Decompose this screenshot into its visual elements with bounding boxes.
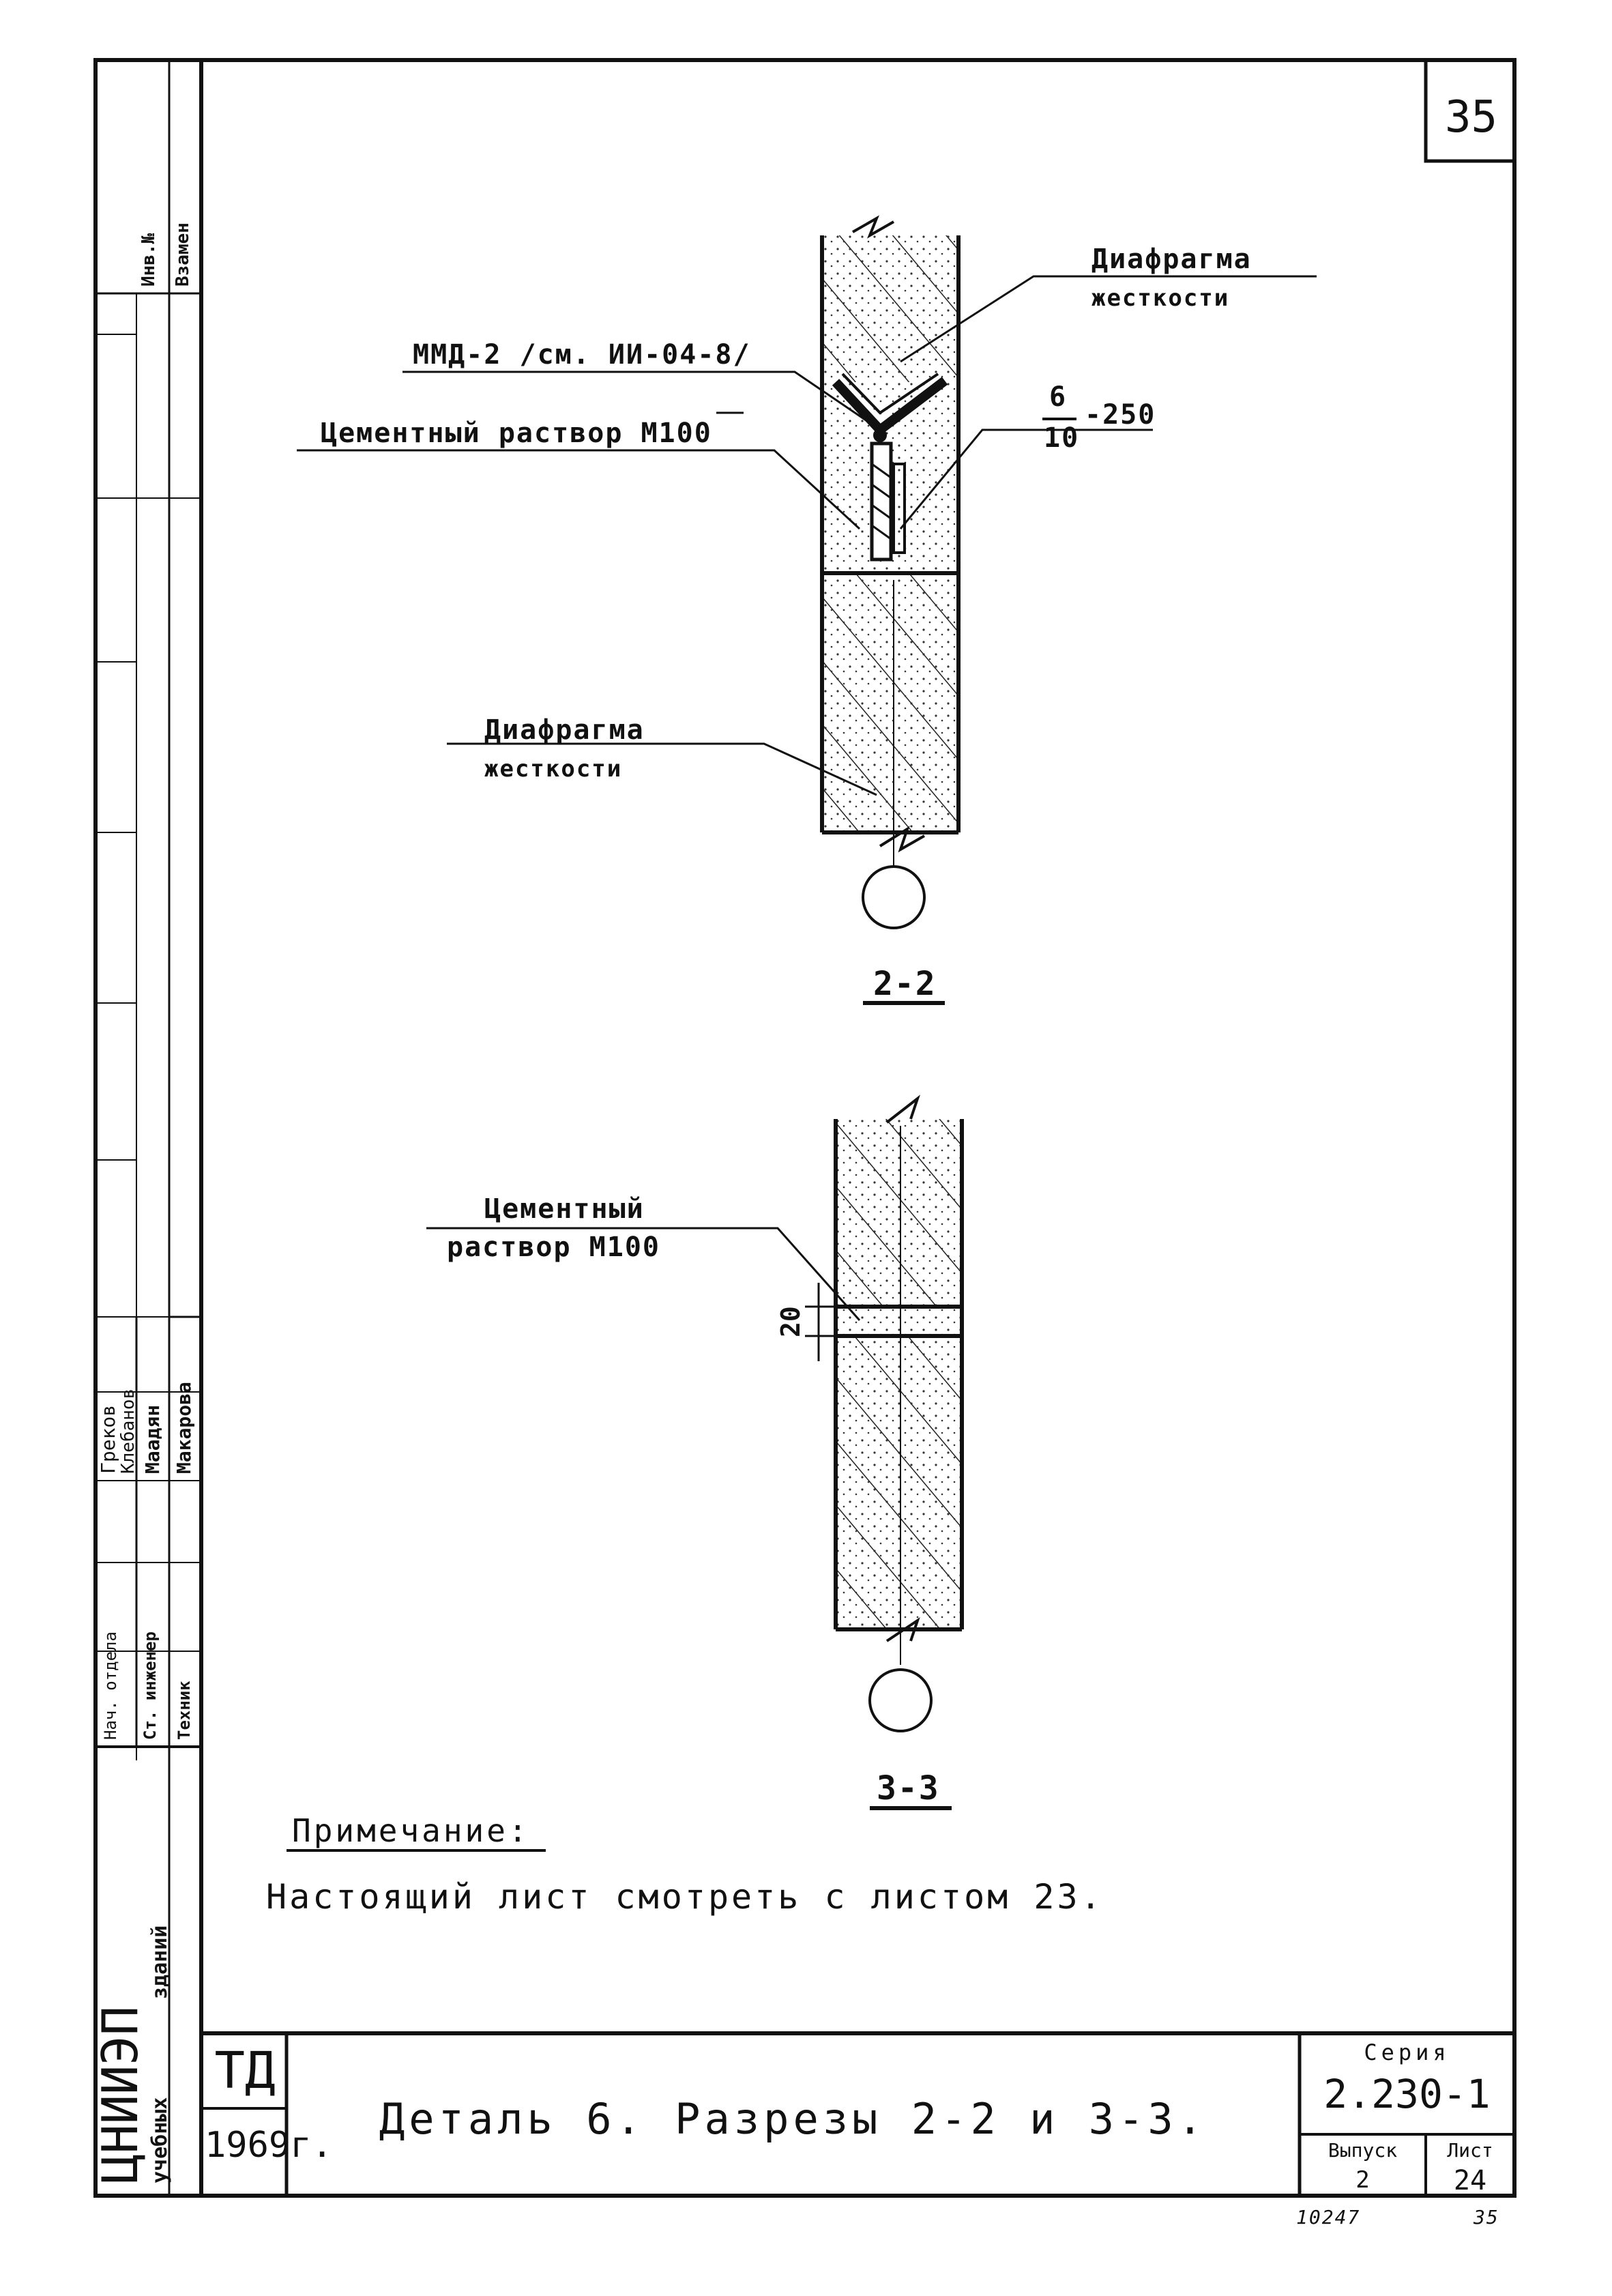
stamp-name-3: Маадян: [141, 1404, 164, 1474]
rebar-plate: [872, 444, 891, 560]
stamp-role-1: Нач. отдела: [101, 1631, 120, 1740]
callout-diaphragm-bottom-line2: жесткости: [484, 755, 623, 783]
callout-diaphragm-top-line1: Диафрагма: [1091, 244, 1252, 275]
rebar-denominator: 10: [1044, 422, 1080, 454]
sheet-label: Лист: [1447, 2139, 1493, 2162]
footnote-right: 35: [1474, 2206, 1499, 2228]
doc-year: 1969г.: [205, 2125, 333, 2166]
rebar-length: -250: [1085, 399, 1156, 431]
callout-mmd: ММД-2 /см. ИИ-04-8/: [413, 339, 751, 370]
note-title: Примечание:: [292, 1812, 530, 1849]
sheet-value: 24: [1453, 2165, 1487, 2196]
series-value: 2.230-1: [1323, 2071, 1491, 2117]
section-2-2-drawing: [297, 218, 1317, 1003]
axis-bubble-2-2: [863, 867, 924, 928]
sheet-frame: [91, 60, 1514, 2196]
stamp-role-3: Ст. инженер: [141, 1631, 160, 1740]
series-label: Серия: [1364, 2039, 1450, 2065]
axis-bubble-3-3: [870, 1670, 931, 1731]
doc-title: Деталь 6. Разрезы 2-2 и 3-3.: [379, 2094, 1207, 2144]
stamp-vzamen: Взамен: [173, 222, 193, 287]
org-sub-2: зданий: [148, 1925, 172, 1999]
stamp-name-1: Греков: [97, 1404, 119, 1474]
issue-value: 2: [1355, 2166, 1370, 2194]
section-title-2-2: 2-2: [873, 965, 937, 1003]
doc-code: ТД: [214, 2041, 276, 2100]
stamp-name-2: Клебанов: [118, 1388, 138, 1474]
issue-label: Выпуск: [1328, 2139, 1398, 2162]
page-number: 35: [1445, 92, 1498, 143]
note-text: Настоящий лист смотреть с листом 23.: [266, 1877, 1104, 1917]
stamp-role-4: Техник: [175, 1681, 194, 1740]
footnote-left: 10247: [1296, 2206, 1361, 2228]
callout-mortar-bottom-line1: Цементный: [484, 1193, 645, 1225]
callout-mortar-bottom-line2: раствор М100: [447, 1232, 660, 1263]
org-sub-1: учебных: [148, 2097, 172, 2183]
callout-diaphragm-bottom-line1: Диафрагма: [484, 714, 645, 746]
gap-dimension: 20: [776, 1306, 806, 1337]
callout-mortar-top: Цементный раствор М100: [321, 418, 712, 449]
rebar-numerator: 6: [1049, 381, 1068, 413]
stamp-inv: Инв.№: [138, 233, 159, 287]
org-name: ЦНИИЭП: [91, 2005, 149, 2183]
stamp-name-4: Макарова: [173, 1382, 195, 1474]
section-title-3-3: 3-3: [877, 1769, 940, 1807]
callout-diaphragm-top-line2: жесткости: [1091, 285, 1230, 312]
